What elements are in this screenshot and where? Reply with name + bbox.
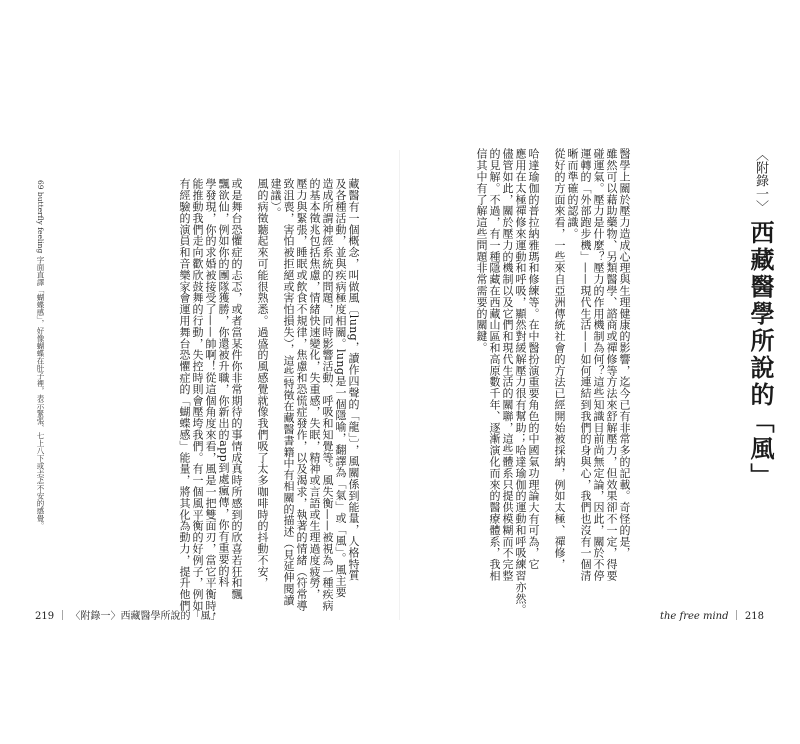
text-line: 哈達瑜伽的普拉納雅瑪和修練等。在中醫扮演重要角色的中國氣功理論大有可為，它 (527, 148, 540, 570)
text-line: 致沮喪，害怕被拒絕或害怕損失），這些特徵在藏醫書籍中有相關的描述（見延伸閱讀 (282, 178, 295, 606)
right-page (400, 0, 800, 744)
text-line: 及各種活動，並與疾病極度相關。lung是一個隱喻，翻譯為「氣」或「風」。風主要 (334, 178, 347, 598)
text-line: 飄欲仙，例如你的團隊獲勝，你還被升職，你新出的app到處瘋傳，你有重要的科 (217, 178, 230, 588)
text-line: 儘管如此，關於壓力的機制以及它們和現代生活的關聯，這些體系只提供模糊而不完整 (501, 148, 514, 582)
text-line: 雖然可以藉助藥物、另類醫學、諮商或禪修等方法來舒解壓力，但效果卻不一定，得要 (605, 148, 618, 582)
chapter-title (743, 148, 778, 490)
text-line: 應用在太極禪修來運動和呼吸，顯然對緩解壓力很有幫助；哈達瑜伽的運動和呼吸練習亦然。 (514, 148, 527, 616)
text-line: 晰而準確的認識。 (566, 148, 579, 240)
text-line: 從好的方面來看，一些來自亞洲傳統社會的方法已經開始被採納，例如太極、禪修， (553, 148, 566, 570)
text-line: 壓力與緊張，睡眠或飲食不規律，焦慮和恐慌症發作，以及渴求，執著的情緒（符常導 (295, 178, 308, 612)
running-head: the free mind (659, 611, 729, 622)
text-line: 風的病徵聽起來可能很熟悉。過盛的風感覺就像我們吸了太多咖啡時的抖動不安， (256, 178, 269, 589)
right-page-body (475, 148, 631, 616)
text-line: 造成所謂神經系統的問題，同時影響活動、呼吸和知覺等。風失衡——被視為一種疾病 (321, 178, 334, 612)
text-line: 的見解。不過，有一種隱藏在西藏山區和高原數千年、逐漸演化而來的醫療體系，我相 (488, 148, 501, 582)
text-line: 能推動我們走向歡欣鼓舞的行動，失控時則會壓垮我們。有一個風平衡的好例子，例如 (191, 178, 204, 612)
running-head: 〈附錄一〉西藏醫學所說的「風」 (70, 611, 221, 622)
text-line: 醫學上關於壓力造成心理與生理健康的影響，迄今已有非常多的記載。奇怪的是， (618, 148, 631, 559)
text-line: 信其中有了解這些問題非常需要的關鍵。 (475, 148, 488, 354)
text-line: 的基本徵兆包括焦慮，情緒快速變化，失重感，失眠，精神或言語或生理過度疲勞， (308, 178, 321, 600)
folio-divider: ｜ (731, 611, 742, 622)
text-line: 學發現，你的求婚被接受了——帥啊！從這個角度來看，風是一把雙面刃，當它平衡時， (204, 178, 217, 623)
appendix-tag: 〈附錄一〉 (753, 148, 768, 213)
footnote: 69 butterfly feeling 字面直譯「蝴蝶感」，好像蝴蝶在肚子裡，表示緊張、七上八下或忐忑不安的感覺。 (36, 180, 45, 530)
text-line: 或是舞台恐懼症的忐忑，或者當某件你非常期待的事情成真時所感到的欣喜若狂和飄 (230, 178, 243, 600)
page-number: 219 (35, 611, 55, 622)
text-line: 有經驗的演員和音樂家會運用舞台恐懼症的「蝴蝶感」能量，將其化為動力，提升他們 (178, 178, 191, 612)
text-line: 運轉的「外部跑步機」——現代生活——如何連結到我們的身與心，我們也沒有一個清 (579, 148, 592, 582)
left-folio (35, 607, 220, 622)
text-line: 建議）。 (269, 178, 282, 219)
text-line: 藏醫有一個概念，叫做風〔lung，讀作四聲的「龍」〕，風關係到能量，人格特質 (347, 178, 360, 581)
right-folio (660, 607, 764, 622)
left-page-body (178, 178, 360, 623)
folio-divider: ｜ (57, 611, 68, 622)
chapter-heading: 西藏醫學所說的「風」 (746, 220, 775, 491)
text-line: 碰運氣。壓力是什麼？壓力的作用機制為何？這些知識目前尚無定論，因此，關於不停 (592, 148, 605, 582)
page-number: 218 (744, 611, 764, 622)
